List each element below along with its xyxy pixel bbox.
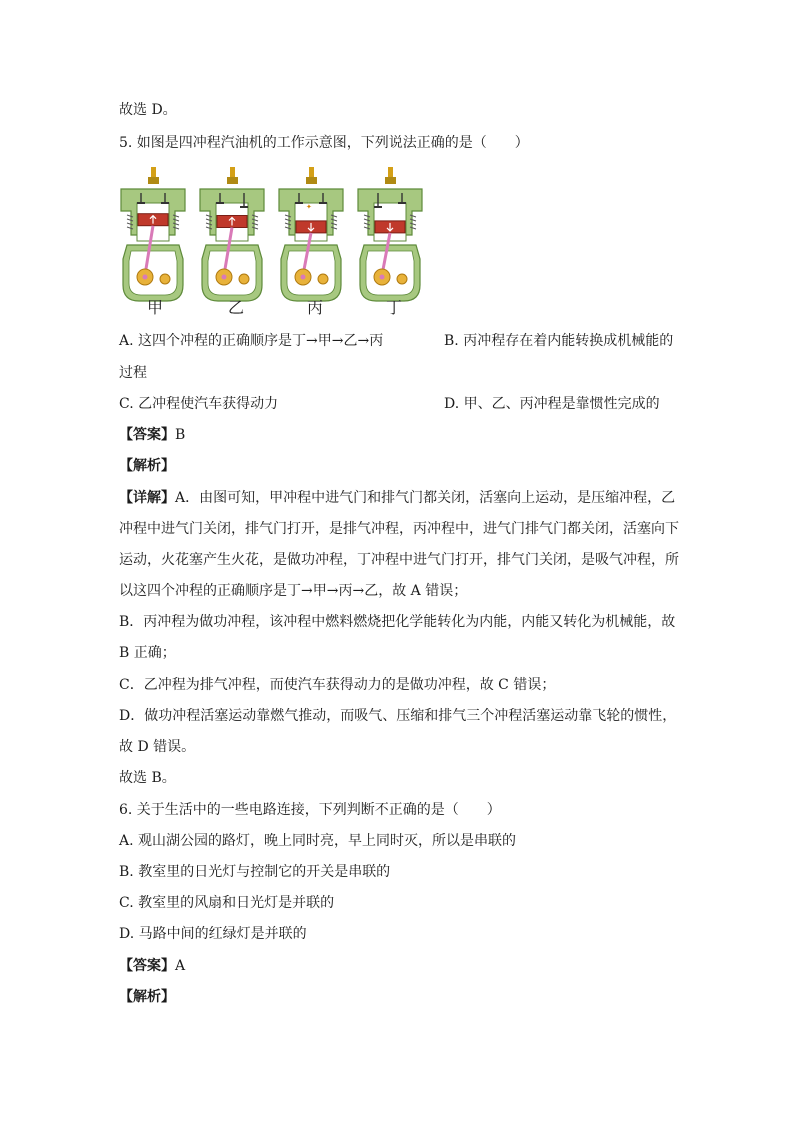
q5-detail-line-1 [119,488,675,508]
spark-plug [230,167,235,177]
q6-option-a: A. 观山湖公园的路灯，晚上同时亮，早上同时灭，所以是串联的 [119,833,517,849]
spark-plug-base [148,177,159,184]
crankcase-interior [208,251,256,295]
question-6-stem: 6. 关于生活中的一些电路连接，下列判断不正确的是（ ） [119,802,501,818]
q5-option-b-continued: 过程 [119,365,147,381]
crank-wheel [397,274,407,284]
q6-option-c: C. 教室里的风扇和日光灯是并联的 [119,895,335,911]
spark-plug-base [385,177,396,184]
engine-ding [358,167,422,301]
crank-pin [143,275,148,280]
figure-label-bing: 丙 [307,298,324,317]
crankcase-interior [129,251,177,295]
crank-pin [301,275,306,280]
q5-analysis-tag: 【解析】 [119,458,175,474]
crank-wheel [318,274,328,284]
spark-plug [309,167,314,177]
q5-option-b: B. 丙冲程存在着内能转换成机械能的 [444,333,674,349]
q6-analysis-tag: 【解析】 [119,989,175,1005]
spark-icon: ✦ [306,203,312,211]
crank-wheel [160,274,170,284]
q5-detail-line-3: 运动，火花塞产生火花，是做功冲程，丁冲程中进气门打开，排气门关闭，是吸气冲程，所 [119,552,679,568]
answer-value: A [175,958,186,974]
q5-detail-line-4: 以这四个冲程的正确顺序是丁→甲→丙→乙，故 A 错误； [119,583,468,599]
q5-answer [119,425,185,445]
q5-option-c: C. 乙冲程使汽车获得动力 [119,396,279,412]
crankcase-interior [366,251,414,295]
engine-yi [200,167,264,301]
q5-option-a: A. 这四个冲程的正确顺序是丁→甲→乙→丙 [119,333,384,349]
spark-plug-base [227,177,238,184]
q5-detail-line-9: 故 D 错误。 [119,739,196,755]
q6-option-d: D. 马路中间的红绿灯是并联的 [119,926,307,942]
crank-pin [380,275,385,280]
crank-wheel [239,274,249,284]
detail-tag: 【详解】 [119,490,175,506]
spark-plug [388,167,393,177]
q5-detail-line-2: 冲程中进气门关闭，排气门打开，是排气冲程，丙冲程中，进气门排气门都关闭，活塞向下 [119,521,679,537]
engine-bing [279,167,343,301]
crankcase-interior [287,251,335,295]
crank-pin [222,275,227,280]
spark-plug [151,167,156,177]
q6-option-b: B. 教室里的日光灯与控制它的开关是串联的 [119,864,391,880]
four-stroke-engine-figure [117,167,429,323]
previous-conclusion: 故选 D。 [119,102,177,118]
q5-detail-line-8: D．做功冲程活塞运动靠燃气推动，而吸气、压缩和排气三个冲程活塞运动靠飞轮的惯性， [119,708,677,724]
figure-label-ding: 丁 [386,298,403,317]
answer-tag: 【答案】 [119,427,175,443]
q5-option-d: D. 甲、乙、丙冲程是靠惯性完成的 [444,396,660,412]
figure-label-jia: 甲 [147,298,164,317]
spark-plug-base [306,177,317,184]
question-5-stem: 5. 如图是四冲程汽油机的工作示意图，下列说法正确的是（ ） [119,135,529,151]
engine-jia [121,167,185,301]
q6-answer [119,956,185,976]
detail-text: A．由图可知，甲冲程中进气门和排气门都关闭，活塞向上运动，是压缩冲程，乙 [175,490,676,506]
answer-tag: 【答案】 [119,958,175,974]
q5-detail-line-7: C．乙冲程为排气冲程，而使汽车获得动力的是做功冲程，故 C 错误； [119,677,556,693]
q5-conclusion: 故选 B。 [119,770,176,786]
q5-detail-line-5: B．丙冲程为做功冲程，该冲程中燃料燃烧把化学能转化为内能，内能又转化为机械能，故 [119,614,676,630]
figure-label-yi: 乙 [228,298,245,317]
answer-value: B [175,427,186,443]
q5-detail-line-6: B 正确； [119,645,176,661]
